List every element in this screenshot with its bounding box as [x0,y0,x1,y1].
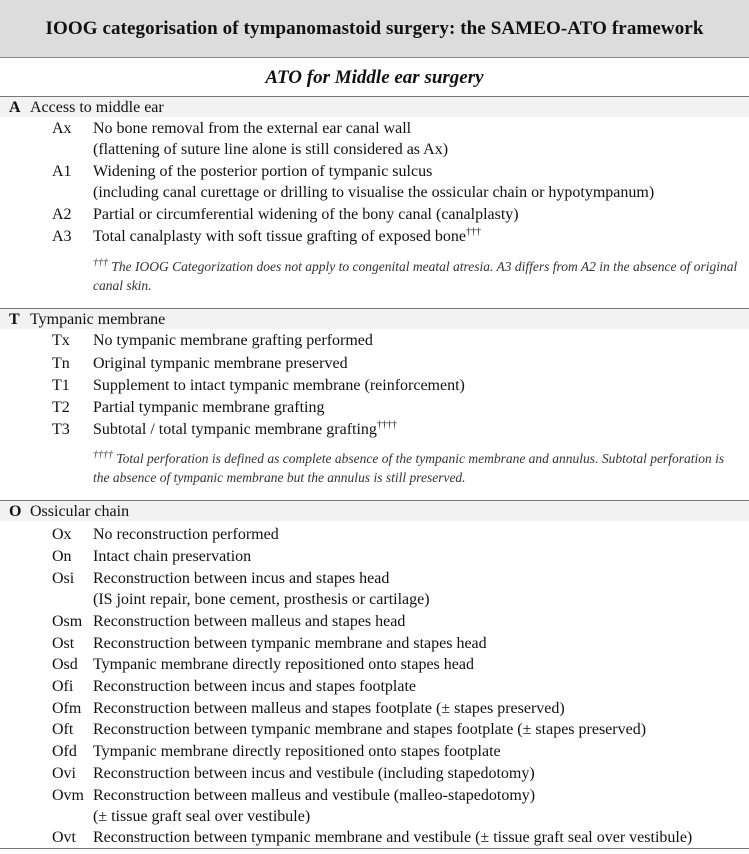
row-code: Ax [52,120,72,137]
row-description: Tympanic membrane directly repositioned onto stapes footplate [93,743,501,760]
row-description [93,161,745,203]
row-code: A3 [52,228,72,245]
row-description: Reconstruction between tympanic membrane and stapes head [93,635,487,652]
footnote-marker: †††† [376,419,397,431]
row-description: Intact chain preservation [93,548,252,565]
row-description-line: (IS joint repair, bone cement, prosthesis or cartilage) [93,591,430,608]
section-header-ossicular [0,500,749,521]
row-code: Ovi [52,765,76,782]
page-title: IOOG categorisation of tympanomastoid surgery: the SAMEO-ATO framework [45,17,704,39]
row-description-line: (including canal curettage or drilling to visualise the ossicular chain or hypotympanum) [93,184,655,201]
section-header-access [0,96,749,117]
row-code: Ovm [52,787,84,804]
footnote-marker: ††† [466,226,482,238]
row-description-line: No bone removal from the external ear canal wall [93,120,412,137]
row-description-line: Reconstruction between incus and stapes head [93,570,390,587]
row-code: A2 [52,206,72,223]
section-code: O [9,503,22,520]
row-description: No tympanic membrane grafting performed [93,332,373,349]
section-label: Access to middle ear [30,99,164,116]
row-description: No reconstruction performed [93,526,279,543]
row-description [93,785,745,827]
section-code: T [9,311,20,328]
row-code: Osd [52,656,78,673]
row-code: Tx [52,332,70,349]
row-description: Partial tympanic membrane grafting [93,399,325,416]
row-description: Original tympanic membrane preserved [93,355,348,372]
row-description-line: Widening of the posterior portion of tympanic sulcus [93,163,433,180]
row-description [93,226,745,247]
row-code: Ovt [52,829,76,846]
table-title-bar [0,0,749,58]
row-code: On [52,548,72,565]
footnote [93,449,738,487]
row-description: Reconstruction between malleus and stapes footplate (± stapes preserved) [93,700,565,717]
row-description: Reconstruction between incus and vestibule (including stapedotomy) [93,765,535,782]
section-label: Tympanic membrane [30,311,166,328]
row-code: Osi [52,570,75,587]
footnote-text: Total perforation is defined as complete absence of the tympanic membrane and annulus. Subtotal perforation is the absence of tympanic membrane but the annulus is still preserved. [93,451,725,485]
row-code: Oft [52,721,74,738]
row-code: Ofd [52,743,77,760]
table-bottom-rule [0,848,749,849]
row-code: Tn [52,355,70,372]
row-code: T2 [52,399,70,416]
row-description-text: Total canalplasty with soft tissue grafting of exposed bone [93,228,467,245]
row-code: T3 [52,421,70,438]
row-description-line: (flattening of suture line alone is still considered as Ax) [93,141,449,158]
row-description: Reconstruction between tympanic membrane and stapes footplate (± stapes preserved) [93,721,647,738]
table-subtitle: ATO for Middle ear surgery [265,67,484,88]
row-description [93,568,745,610]
row-code: Ost [52,635,75,652]
row-description: Partial or circumferential widening of the bony canal (canalplasty) [93,206,519,223]
footnote-marker: ††† [93,257,108,269]
row-code: T1 [52,377,70,394]
section-label: Ossicular chain [30,503,130,520]
row-code: Ox [52,526,72,543]
row-description: Tympanic membrane directly repositioned onto stapes head [93,656,474,673]
row-description [93,118,745,160]
row-description-line: (± tissue graft seal over vestibule) [93,808,311,825]
section-code: A [9,99,21,116]
row-code: A1 [52,163,72,180]
row-code: Osm [52,613,83,630]
row-code: Ofi [52,678,74,695]
row-description [93,419,745,440]
row-description-text: Subtotal / total tympanic membrane grafting [93,421,377,438]
row-description: Reconstruction between incus and stapes footplate [93,678,417,695]
row-description-line: Reconstruction between malleus and vestibule (malleo-stapedotomy) [93,787,536,804]
row-code: Ofm [52,700,82,717]
section-header-tympanic [0,308,749,329]
footnote-text: The IOOG Categorization does not apply to congenital meatal atresia. A3 differs from A2 in the absence of original canal skin. [93,259,738,293]
row-description: Supplement to intact tympanic membrane (reinforcement) [93,377,465,394]
footnote-marker: †††† [93,449,113,461]
row-description: Reconstruction between tympanic membrane and vestibule (± tissue graft seal over vestibule) [93,829,693,846]
footnote [93,257,738,295]
row-description: Reconstruction between malleus and stapes head [93,613,406,630]
